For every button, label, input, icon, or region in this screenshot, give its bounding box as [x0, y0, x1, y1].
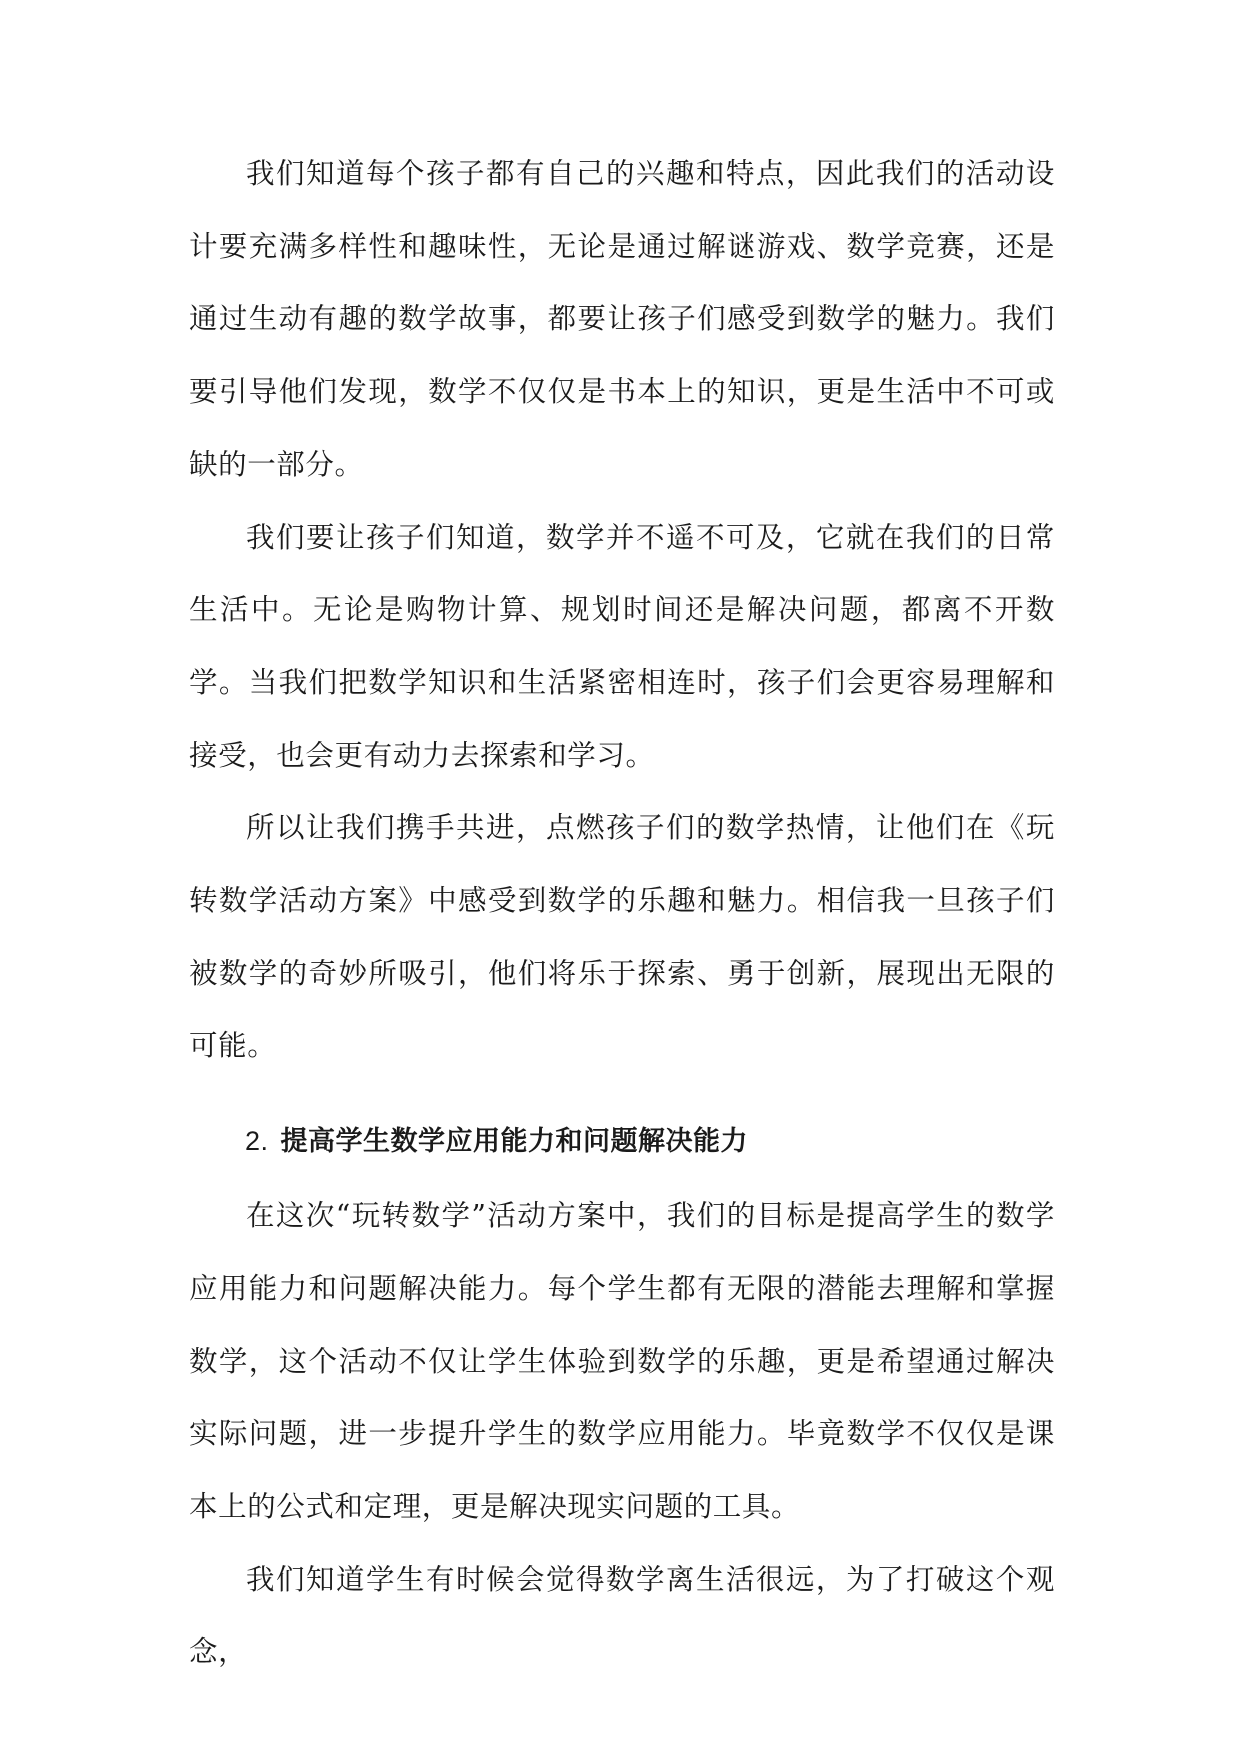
paragraph-math-in-daily-life: 我们要让孩子们知道，数学并不遥不可及，它就在我们的日常生活中。无论是购物计算、规划时间还是解决问题，都离不开数学。当我们把数学知识和生活紧密相连时，孩子们会更容易理解和接受，也会更有动力去探索和学习。 — [189, 520, 1055, 772]
section-number: 2. — [245, 1126, 269, 1157]
paragraph-math-far-from-life: 我们知道学生有时候会觉得数学离生活很远，为了打破这个观念， — [189, 1562, 1055, 1669]
paragraph-interest-design: 我们知道每个孩子都有自己的兴趣和特点，因此我们的活动设计要充满多样性和趣味性，无论是通过解谜游戏、数学竞赛，还是通过生动有趣的数学故事，都要让孩子们感受到数学的魅力。我们要引导他们发现，数学不仅仅是书本上的知识，更是生活中不可或缺的一部分。 — [189, 157, 1055, 481]
paragraph-ignite-passion: 所以让我们携手共进，点燃孩子们的数学热情，让他们在《玩转数学活动方案》中感受到数学的乐趣和魅力。相信我一旦孩子们被数学的奇妙所吸引，他们将乐于探索、勇于创新，展现出无限的可能。 — [189, 811, 1055, 1063]
section-heading — [189, 1105, 1055, 1178]
paragraph-activity-goal: 在这次“玩转数学”活动方案中，我们的目标是提高学生的数学应用能力和问题解决能力。每个学生都有无限的潜能去理解和掌握数学，这个活动不仅让学生体验到数学的乐趣，更是希望通过解决实际问题，进一步提升学生的数学应用能力。毕竟数学不仅仅是课本上的公式和定理，更是解决现实问题的工具。 — [189, 1199, 1055, 1523]
section-title: 提高学生数学应用能力和问题解决能力 — [280, 1126, 749, 1158]
document-body — [189, 138, 1055, 1689]
